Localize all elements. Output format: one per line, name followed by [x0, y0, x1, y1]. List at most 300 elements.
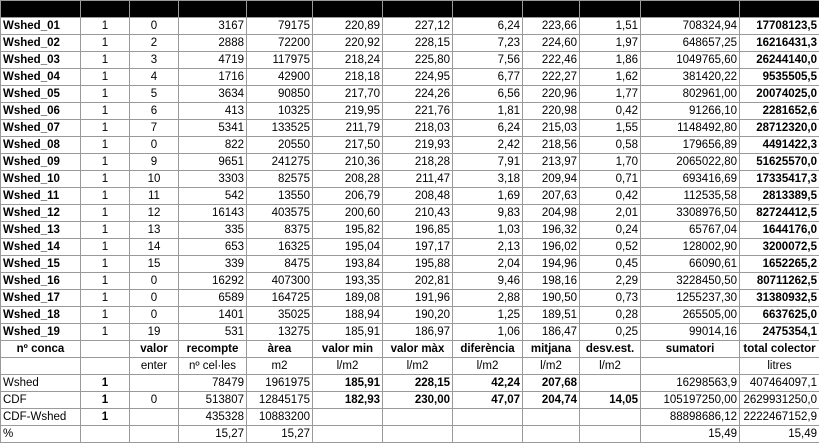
- table-cell[interactable]: 112535,58: [641, 188, 740, 205]
- table-cell[interactable]: 513807: [179, 392, 247, 409]
- table-cell[interactable]: Wshed_02: [1, 35, 81, 52]
- table-cell[interactable]: nº conca: [1, 341, 81, 358]
- table-cell[interactable]: total colector: [740, 341, 819, 358]
- table-cell[interactable]: 200,60: [313, 205, 383, 222]
- header-cell[interactable]: WSHED: [1, 1, 81, 18]
- table-cell[interactable]: valor min: [313, 341, 383, 358]
- table-cell[interactable]: [81, 358, 130, 375]
- table-cell[interactable]: Wshed_13: [1, 222, 81, 239]
- table-cell[interactable]: 14: [130, 239, 179, 256]
- table-cell[interactable]: mitjana: [523, 341, 580, 358]
- table-cell[interactable]: 4491422,3: [740, 137, 819, 154]
- table-cell[interactable]: 3: [130, 52, 179, 69]
- table-cell[interactable]: 708324,94: [641, 18, 740, 35]
- table-cell[interactable]: 196,85: [383, 222, 453, 239]
- header-cell[interactable]: SUM: [641, 1, 740, 18]
- table-cell[interactable]: 7: [130, 120, 179, 137]
- table-cell[interactable]: 1: [81, 409, 130, 426]
- table-cell[interactable]: 1,51: [580, 18, 641, 35]
- table-cell[interactable]: 531: [179, 324, 247, 341]
- table-cell[interactable]: 105197250,00: [641, 392, 740, 409]
- table-cell[interactable]: 413: [179, 103, 247, 120]
- table-cell[interactable]: nº cel·les: [179, 358, 247, 375]
- table-cell[interactable]: [580, 375, 641, 392]
- table-cell[interactable]: 1: [81, 256, 130, 273]
- table-cell[interactable]: 99014,16: [641, 324, 740, 341]
- table-cell[interactable]: 542: [179, 188, 247, 205]
- table-cell[interactable]: 15: [130, 256, 179, 273]
- table-cell[interactable]: 15,27: [247, 426, 313, 443]
- table-cell[interactable]: 1: [81, 52, 130, 69]
- table-cell[interactable]: 241275: [247, 154, 313, 171]
- table-cell[interactable]: 0: [130, 273, 179, 290]
- table-cell[interactable]: [130, 375, 179, 392]
- table-cell[interactable]: 1255237,30: [641, 290, 740, 307]
- table-cell[interactable]: 202,81: [383, 273, 453, 290]
- table-cell[interactable]: 1: [81, 35, 130, 52]
- table-cell[interactable]: 47,07: [453, 392, 523, 409]
- table-cell[interactable]: 193,35: [313, 273, 383, 290]
- table-cell[interactable]: 16325: [247, 239, 313, 256]
- table-cell[interactable]: 186,47: [523, 324, 580, 341]
- table-cell[interactable]: 15,49: [740, 426, 819, 443]
- table-cell[interactable]: 2813389,5: [740, 188, 819, 205]
- table-cell[interactable]: 188,94: [313, 307, 383, 324]
- table-cell[interactable]: 35025: [247, 307, 313, 324]
- table-cell[interactable]: 195,88: [383, 256, 453, 273]
- table-cell[interactable]: 194,96: [523, 256, 580, 273]
- table-cell[interactable]: 217,70: [313, 86, 383, 103]
- table-cell[interactable]: 0,45: [580, 256, 641, 273]
- table-cell[interactable]: 0,28: [580, 307, 641, 324]
- table-cell[interactable]: 218,24: [313, 52, 383, 69]
- header-cell[interactable]: Rowid: [81, 1, 130, 18]
- table-cell[interactable]: [81, 341, 130, 358]
- table-cell[interactable]: [453, 409, 523, 426]
- table-cell[interactable]: 2629931250,0: [740, 392, 819, 409]
- table-cell[interactable]: 339: [179, 256, 247, 273]
- table-cell[interactable]: Wshed_10: [1, 171, 81, 188]
- table-cell[interactable]: 0,58: [580, 137, 641, 154]
- table-cell[interactable]: 16216431,3: [740, 35, 819, 52]
- header-cell[interactable]: SUM*25: [740, 1, 819, 18]
- table-cell[interactable]: 117975: [247, 52, 313, 69]
- table-cell[interactable]: 223,66: [523, 18, 580, 35]
- table-cell[interactable]: 6,24: [453, 120, 523, 137]
- table-cell[interactable]: Wshed_07: [1, 120, 81, 137]
- header-cell[interactable]: AREA: [247, 1, 313, 18]
- table-cell[interactable]: 208,28: [313, 171, 383, 188]
- table-cell[interactable]: 228,15: [383, 35, 453, 52]
- table-cell[interactable]: 82575: [247, 171, 313, 188]
- table-cell[interactable]: 381420,22: [641, 69, 740, 86]
- table-cell[interactable]: 1148492,80: [641, 120, 740, 137]
- table-cell[interactable]: Wshed_05: [1, 86, 81, 103]
- table-cell[interactable]: valor: [130, 341, 179, 358]
- table-cell[interactable]: 17708123,5: [740, 18, 819, 35]
- table-cell[interactable]: m2: [247, 358, 313, 375]
- table-cell[interactable]: 3200072,5: [740, 239, 819, 256]
- table-cell[interactable]: 190,50: [523, 290, 580, 307]
- table-cell[interactable]: 133525: [247, 120, 313, 137]
- table-cell[interactable]: 78479: [179, 375, 247, 392]
- table-cell[interactable]: valor màx: [383, 341, 453, 358]
- header-cell[interactable]: MIN: [313, 1, 383, 18]
- table-cell[interactable]: Wshed_04: [1, 69, 81, 86]
- table-cell[interactable]: CDF-Wshed: [1, 409, 81, 426]
- table-cell[interactable]: Wshed_01: [1, 18, 81, 35]
- table-cell[interactable]: 13275: [247, 324, 313, 341]
- table-cell[interactable]: 196,02: [523, 239, 580, 256]
- table-cell[interactable]: 1: [81, 205, 130, 222]
- table-cell[interactable]: Wshed_09: [1, 154, 81, 171]
- table-cell[interactable]: 1: [81, 154, 130, 171]
- table-cell[interactable]: 693416,69: [641, 171, 740, 188]
- table-cell[interactable]: 222,27: [523, 69, 580, 86]
- table-cell[interactable]: desv.est.: [580, 341, 641, 358]
- table-cell[interactable]: sumatori: [641, 341, 740, 358]
- table-cell[interactable]: 220,89: [313, 18, 383, 35]
- table-cell[interactable]: 218,18: [313, 69, 383, 86]
- table-cell[interactable]: 2: [130, 35, 179, 52]
- table-cell[interactable]: 196,32: [523, 222, 580, 239]
- table-cell[interactable]: Wshed_19: [1, 324, 81, 341]
- table-cell[interactable]: Wshed_11: [1, 188, 81, 205]
- table-cell[interactable]: 193,84: [313, 256, 383, 273]
- table-cell[interactable]: 653: [179, 239, 247, 256]
- table-cell[interactable]: [130, 409, 179, 426]
- table-cell[interactable]: 10325: [247, 103, 313, 120]
- table-cell[interactable]: 13: [130, 222, 179, 239]
- table-cell[interactable]: 189,51: [523, 307, 580, 324]
- table-cell[interactable]: 435328: [179, 409, 247, 426]
- table-cell[interactable]: 5: [130, 86, 179, 103]
- table-cell[interactable]: 9: [130, 154, 179, 171]
- table-cell[interactable]: litres: [740, 358, 819, 375]
- table-cell[interactable]: 31380932,5: [740, 290, 819, 307]
- table-cell[interactable]: 3303: [179, 171, 247, 188]
- table-cell[interactable]: diferència: [453, 341, 523, 358]
- table-cell[interactable]: 65767,04: [641, 222, 740, 239]
- table-cell[interactable]: 1049765,60: [641, 52, 740, 69]
- table-cell[interactable]: 218,03: [383, 120, 453, 137]
- header-cell[interactable]: VALUE: [130, 1, 179, 18]
- table-cell[interactable]: 185,91: [313, 375, 383, 392]
- table-cell[interactable]: 204,74: [523, 392, 580, 409]
- table-cell[interactable]: 3308976,50: [641, 205, 740, 222]
- table-cell[interactable]: 802961,00: [641, 86, 740, 103]
- table-cell[interactable]: 1,03: [453, 222, 523, 239]
- table-cell[interactable]: 407300: [247, 273, 313, 290]
- table-cell[interactable]: 26244140,0: [740, 52, 819, 69]
- table-cell[interactable]: 1: [81, 273, 130, 290]
- table-cell[interactable]: 1: [81, 137, 130, 154]
- table-cell[interactable]: 179656,89: [641, 137, 740, 154]
- table-cell[interactable]: 185,91: [313, 324, 383, 341]
- table-cell[interactable]: 3228450,50: [641, 273, 740, 290]
- table-cell[interactable]: Wshed_06: [1, 103, 81, 120]
- table-cell[interactable]: 2,42: [453, 137, 523, 154]
- header-cell[interactable]: COUNT: [179, 1, 247, 18]
- table-cell[interactable]: 218,56: [523, 137, 580, 154]
- table-cell[interactable]: 1: [81, 239, 130, 256]
- table-cell[interactable]: 1: [81, 69, 130, 86]
- table-cell[interactable]: 227,12: [383, 18, 453, 35]
- table-cell[interactable]: 1644176,0: [740, 222, 819, 239]
- table-cell[interactable]: 9,46: [453, 273, 523, 290]
- table-cell[interactable]: 1: [81, 222, 130, 239]
- table-cell[interactable]: Wshed_08: [1, 137, 81, 154]
- table-cell[interactable]: 82724412,5: [740, 205, 819, 222]
- table-cell[interactable]: Wshed: [1, 375, 81, 392]
- table-cell[interactable]: 16143: [179, 205, 247, 222]
- table-cell[interactable]: 0: [130, 307, 179, 324]
- table-cell[interactable]: 3,18: [453, 171, 523, 188]
- table-cell[interactable]: 51625570,0: [740, 154, 819, 171]
- table-cell[interactable]: 3167: [179, 18, 247, 35]
- table-cell[interactable]: 1,06: [453, 324, 523, 341]
- table-cell[interactable]: 8475: [247, 256, 313, 273]
- table-cell[interactable]: 12: [130, 205, 179, 222]
- table-cell[interactable]: 197,17: [383, 239, 453, 256]
- table-cell[interactable]: 1: [81, 86, 130, 103]
- table-cell[interactable]: 186,97: [383, 324, 453, 341]
- table-cell[interactable]: 208,48: [383, 188, 453, 205]
- table-cell[interactable]: Wshed_15: [1, 256, 81, 273]
- table-cell[interactable]: 2222467152,9: [740, 409, 819, 426]
- table-cell[interactable]: 1,86: [580, 52, 641, 69]
- table-cell[interactable]: 221,76: [383, 103, 453, 120]
- table-cell[interactable]: 2888: [179, 35, 247, 52]
- table-cell[interactable]: 219,95: [313, 103, 383, 120]
- table-cell[interactable]: l/m2: [523, 358, 580, 375]
- table-cell[interactable]: 2475354,1: [740, 324, 819, 341]
- table-cell[interactable]: CDF: [1, 392, 81, 409]
- table-cell[interactable]: Wshed_17: [1, 290, 81, 307]
- table-cell[interactable]: 1,77: [580, 86, 641, 103]
- table-cell[interactable]: 209,94: [523, 171, 580, 188]
- table-cell[interactable]: 189,08: [313, 290, 383, 307]
- table-cell[interactable]: [313, 426, 383, 443]
- table-cell[interactable]: 128002,90: [641, 239, 740, 256]
- table-cell[interactable]: 66090,61: [641, 256, 740, 273]
- table-cell[interactable]: 11: [130, 188, 179, 205]
- table-cell[interactable]: 215,03: [523, 120, 580, 137]
- table-cell[interactable]: 1: [81, 307, 130, 324]
- table-cell[interactable]: 20074025,0: [740, 86, 819, 103]
- table-cell[interactable]: 220,92: [313, 35, 383, 52]
- table-cell[interactable]: 3634: [179, 86, 247, 103]
- table-cell[interactable]: 1,25: [453, 307, 523, 324]
- table-cell[interactable]: 42,24: [453, 375, 523, 392]
- table-cell[interactable]: 1: [81, 392, 130, 409]
- table-cell[interactable]: [580, 426, 641, 443]
- table-cell[interactable]: 4: [130, 69, 179, 86]
- table-cell[interactable]: 80711262,5: [740, 273, 819, 290]
- table-cell[interactable]: [523, 409, 580, 426]
- table-cell[interactable]: 7,23: [453, 35, 523, 52]
- table-cell[interactable]: 9,83: [453, 205, 523, 222]
- table-cell[interactable]: Wshed_12: [1, 205, 81, 222]
- table-cell[interactable]: 1401: [179, 307, 247, 324]
- table-cell[interactable]: 6589: [179, 290, 247, 307]
- table-cell[interactable]: 8375: [247, 222, 313, 239]
- table-cell[interactable]: 2,29: [580, 273, 641, 290]
- table-cell[interactable]: 2,04: [453, 256, 523, 273]
- table-cell[interactable]: 0: [130, 137, 179, 154]
- table-cell[interactable]: 191,96: [383, 290, 453, 307]
- table-cell[interactable]: 210,36: [313, 154, 383, 171]
- table-cell[interactable]: 1,69: [453, 188, 523, 205]
- table-cell[interactable]: 204,98: [523, 205, 580, 222]
- table-cell[interactable]: 2,88: [453, 290, 523, 307]
- table-cell[interactable]: 17335417,3: [740, 171, 819, 188]
- table-cell[interactable]: 1,81: [453, 103, 523, 120]
- table-cell[interactable]: 0,24: [580, 222, 641, 239]
- table-cell[interactable]: 190,20: [383, 307, 453, 324]
- table-cell[interactable]: %: [1, 426, 81, 443]
- table-cell[interactable]: 1: [81, 324, 130, 341]
- table-cell[interactable]: l/m2: [453, 358, 523, 375]
- table-cell[interactable]: 1: [81, 290, 130, 307]
- table-cell[interactable]: 12845175: [247, 392, 313, 409]
- table-cell[interactable]: àrea: [247, 341, 313, 358]
- table-cell[interactable]: 42900: [247, 69, 313, 86]
- table-cell[interactable]: 213,97: [523, 154, 580, 171]
- table-cell[interactable]: 0: [130, 290, 179, 307]
- table-cell[interactable]: 210,43: [383, 205, 453, 222]
- table-cell[interactable]: 1,70: [580, 154, 641, 171]
- table-cell[interactable]: 9651: [179, 154, 247, 171]
- table-cell[interactable]: 1: [81, 171, 130, 188]
- header-cell[interactable]: STD: [580, 1, 641, 18]
- table-cell[interactable]: 0: [130, 392, 179, 409]
- table-cell[interactable]: 1716: [179, 69, 247, 86]
- table-cell[interactable]: 206,79: [313, 188, 383, 205]
- table-cell[interactable]: 14,05: [580, 392, 641, 409]
- table-cell[interactable]: 10883200: [247, 409, 313, 426]
- table-cell[interactable]: 403575: [247, 205, 313, 222]
- table-cell[interactable]: 6,77: [453, 69, 523, 86]
- table-cell[interactable]: 222,46: [523, 52, 580, 69]
- table-cell[interactable]: 90850: [247, 86, 313, 103]
- table-cell[interactable]: 79175: [247, 18, 313, 35]
- table-cell[interactable]: 5341: [179, 120, 247, 137]
- table-cell[interactable]: 1,97: [580, 35, 641, 52]
- header-cell[interactable]: MEAN: [523, 1, 580, 18]
- table-cell[interactable]: 211,79: [313, 120, 383, 137]
- table-cell[interactable]: enter: [130, 358, 179, 375]
- table-cell[interactable]: 0,71: [580, 171, 641, 188]
- table-cell[interactable]: 1,62: [580, 69, 641, 86]
- table-cell[interactable]: 182,93: [313, 392, 383, 409]
- table-cell[interactable]: 198,16: [523, 273, 580, 290]
- table-cell[interactable]: 1: [81, 375, 130, 392]
- table-cell[interactable]: Wshed_16: [1, 273, 81, 290]
- table-cell[interactable]: 220,96: [523, 86, 580, 103]
- table-cell[interactable]: Wshed_03: [1, 52, 81, 69]
- table-cell[interactable]: l/m2: [383, 358, 453, 375]
- table-cell[interactable]: 225,80: [383, 52, 453, 69]
- table-cell[interactable]: 7,91: [453, 154, 523, 171]
- table-cell[interactable]: 15,27: [179, 426, 247, 443]
- table-cell[interactable]: 1: [81, 103, 130, 120]
- table-cell[interactable]: 224,26: [383, 86, 453, 103]
- table-cell[interactable]: 4719: [179, 52, 247, 69]
- table-cell[interactable]: 91266,10: [641, 103, 740, 120]
- table-cell[interactable]: [313, 409, 383, 426]
- table-cell[interactable]: 2,13: [453, 239, 523, 256]
- table-cell[interactable]: 0,42: [580, 188, 641, 205]
- table-cell[interactable]: 6637625,0: [740, 307, 819, 324]
- table-cell[interactable]: 228,15: [383, 375, 453, 392]
- table-cell[interactable]: [1, 358, 81, 375]
- table-cell[interactable]: recompte: [179, 341, 247, 358]
- table-cell[interactable]: 1,55: [580, 120, 641, 137]
- table-cell[interactable]: [580, 409, 641, 426]
- table-cell[interactable]: 2065022,80: [641, 154, 740, 171]
- table-cell[interactable]: 164725: [247, 290, 313, 307]
- table-cell[interactable]: 13550: [247, 188, 313, 205]
- table-cell[interactable]: 207,68: [523, 375, 580, 392]
- table-cell[interactable]: [130, 426, 179, 443]
- table-cell[interactable]: [641, 358, 740, 375]
- table-cell[interactable]: [453, 426, 523, 443]
- header-cell[interactable]: MAX: [383, 1, 453, 18]
- table-cell[interactable]: l/m2: [580, 358, 641, 375]
- table-cell[interactable]: 265505,00: [641, 307, 740, 324]
- table-cell[interactable]: 1: [81, 18, 130, 35]
- table-cell[interactable]: 15,49: [641, 426, 740, 443]
- table-cell[interactable]: 0,42: [580, 103, 641, 120]
- table-cell[interactable]: [383, 409, 453, 426]
- table-cell[interactable]: 335: [179, 222, 247, 239]
- table-cell[interactable]: 217,50: [313, 137, 383, 154]
- table-cell[interactable]: [523, 426, 580, 443]
- table-cell[interactable]: 1: [81, 120, 130, 137]
- table-cell[interactable]: 195,04: [313, 239, 383, 256]
- table-cell[interactable]: 19: [130, 324, 179, 341]
- table-cell[interactable]: 16292: [179, 273, 247, 290]
- table-cell[interactable]: Wshed_14: [1, 239, 81, 256]
- table-cell[interactable]: 219,93: [383, 137, 453, 154]
- table-cell[interactable]: 220,98: [523, 103, 580, 120]
- table-cell[interactable]: 0,25: [580, 324, 641, 341]
- table-cell[interactable]: 88898686,12: [641, 409, 740, 426]
- table-cell[interactable]: 648657,25: [641, 35, 740, 52]
- table-cell[interactable]: [81, 426, 130, 443]
- header-cell[interactable]: RANGE: [453, 1, 523, 18]
- table-cell[interactable]: 207,63: [523, 188, 580, 205]
- table-cell[interactable]: 211,47: [383, 171, 453, 188]
- table-cell[interactable]: 0: [130, 18, 179, 35]
- table-cell[interactable]: l/m2: [313, 358, 383, 375]
- table-cell[interactable]: 2281652,6: [740, 103, 819, 120]
- table-cell[interactable]: 0,52: [580, 239, 641, 256]
- table-cell[interactable]: 6: [130, 103, 179, 120]
- table-cell[interactable]: 195,82: [313, 222, 383, 239]
- table-cell[interactable]: 28712320,0: [740, 120, 819, 137]
- table-cell[interactable]: 224,60: [523, 35, 580, 52]
- table-cell[interactable]: 218,28: [383, 154, 453, 171]
- table-cell[interactable]: 20550: [247, 137, 313, 154]
- table-cell[interactable]: 1652265,2: [740, 256, 819, 273]
- table-cell[interactable]: 0,73: [580, 290, 641, 307]
- table-cell[interactable]: 72200: [247, 35, 313, 52]
- table-cell[interactable]: Wshed_18: [1, 307, 81, 324]
- table-cell[interactable]: 6,24: [453, 18, 523, 35]
- table-cell[interactable]: 16298563,9: [641, 375, 740, 392]
